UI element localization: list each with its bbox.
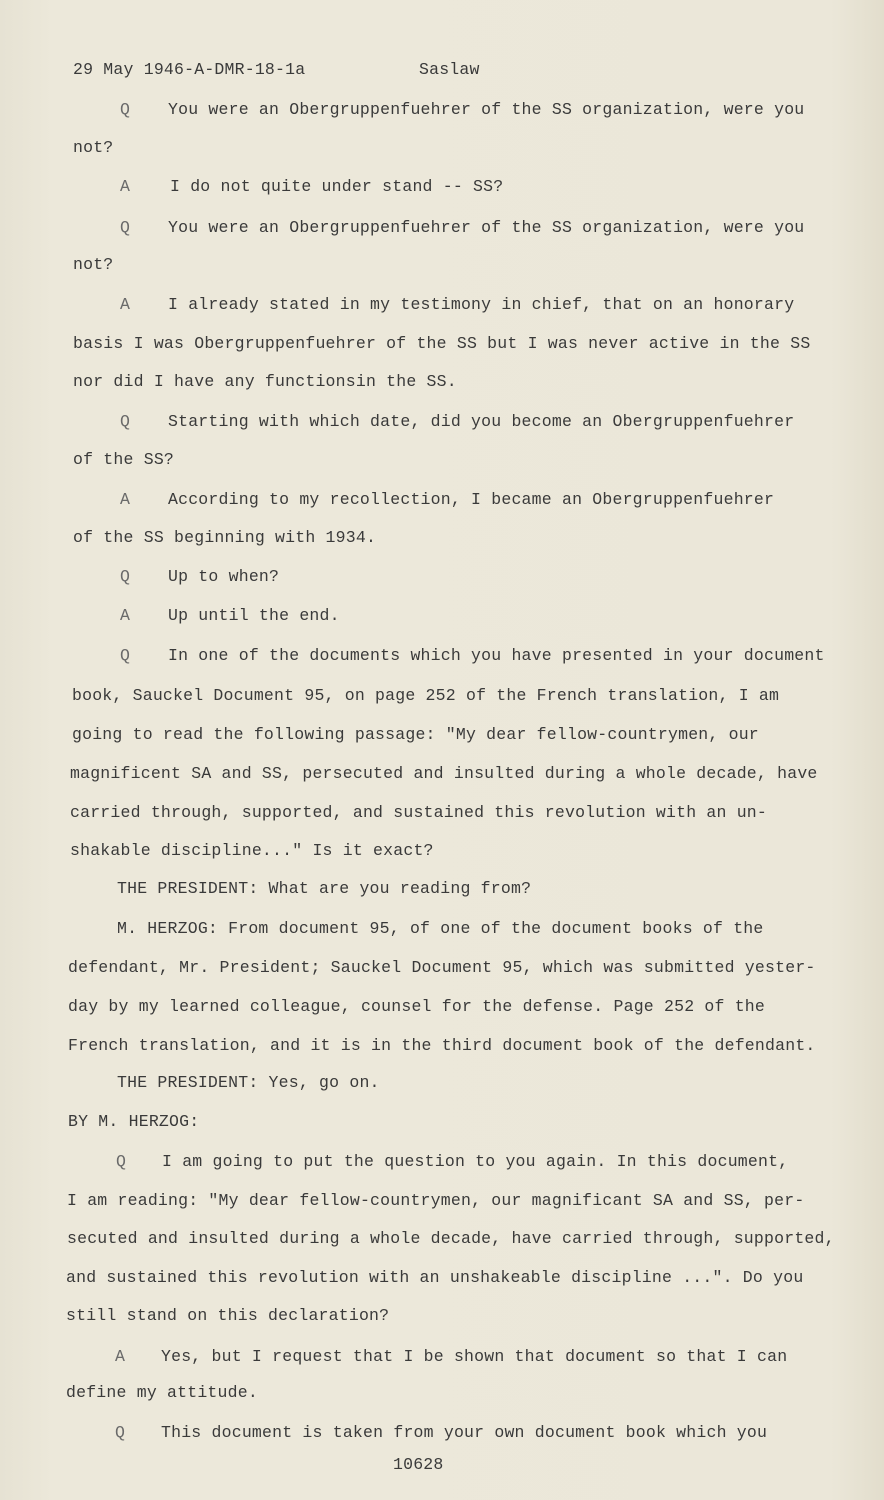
line-marker: A [120,177,131,196]
line-marker: A [115,1347,126,1366]
text-line: I do not quite under stand -- SS? [170,177,504,196]
line-marker: Q [120,100,131,119]
text-line: defendant, Mr. President; Sauckel Document 95, which was submitted yester- [68,958,816,977]
text-line: secuted and insulted during a whole decade, have carried through, supported, [67,1229,835,1248]
text-line: shakable discipline..." Is it exact? [70,841,434,860]
text-line: I am reading: "My dear fellow-countrymen, our magnificant SA and SS, per- [67,1191,805,1210]
speaker-line: M. HERZOG: From document 95, of one of the document books of the [117,919,764,938]
text-line: of the SS? [73,450,175,469]
text-line: In one of the documents which you have presented in your document [168,646,825,665]
text-line: According to my recollection, I became an Obergruppenfuehrer [168,490,775,509]
text-line: magnificent SA and SS, persecuted and insulted during a whole decade, have [70,764,818,783]
text-line: carried through, supported, and sustained this revolution with an un- [70,803,768,822]
text-line: of the SS beginning with 1934. [73,528,377,547]
line-marker: Q [120,412,131,431]
text-line: nor did I have any functionsin the SS. [73,372,457,391]
line-marker: A [120,606,131,625]
speaker-line: THE PRESIDENT: What are you reading from? [117,879,532,898]
text-line: not? [73,138,114,157]
text-line: basis I was Obergruppenfuehrer of the SS but I was never active in the SS [73,334,811,353]
text-line: I am going to put the question to you again. In this document, [162,1152,789,1171]
text-line: still stand on this declaration? [66,1306,390,1325]
line-marker: Q [120,567,131,586]
header-ref: 29 May 1946-A-DMR-18-1a [73,60,306,79]
header-reporter: Saslaw [419,60,480,79]
text-line: You were an Obergruppenfuehrer of the SS organization, were you [168,100,805,119]
line-marker: Q [120,646,131,665]
text-line: You were an Obergruppenfuehrer of the SS organization, were you [168,218,805,237]
page-number: 10628 [393,1455,444,1474]
text-line: I already stated in my testimony in chief, that on an honorary [168,295,795,314]
text-line: Starting with which date, did you become an Obergruppenfuehrer [168,412,795,431]
line-marker: Q [115,1423,126,1442]
text-line: going to read the following passage: "My dear fellow-countrymen, our [72,725,759,744]
speaker-line: THE PRESIDENT: Yes, go on. [117,1073,380,1092]
text-line: day by my learned colleague, counsel for the defense. Page 252 of the [68,997,766,1016]
text-line: Yes, but I request that I be shown that document so that I can [161,1347,788,1366]
line-marker: Q [116,1152,127,1171]
text-line: not? [73,255,114,274]
text-line: book, Sauckel Document 95, on page 252 of the French translation, I am [72,686,780,705]
text-line: and sustained this revolution with an unshakeable discipline ...". Do you [66,1268,804,1287]
line-marker: A [120,490,131,509]
line-marker: A [120,295,131,314]
line-marker: Q [120,218,131,237]
text-line: define my attitude. [66,1383,258,1402]
text-line: French translation, and it is in the third document book of the defendant. [68,1036,816,1055]
text-line: This document is taken from your own document book which you [161,1423,768,1442]
text-line: Up to when? [168,567,280,586]
text-line: Up until the end. [168,606,340,625]
speaker-line: BY M. HERZOG: [68,1112,200,1131]
